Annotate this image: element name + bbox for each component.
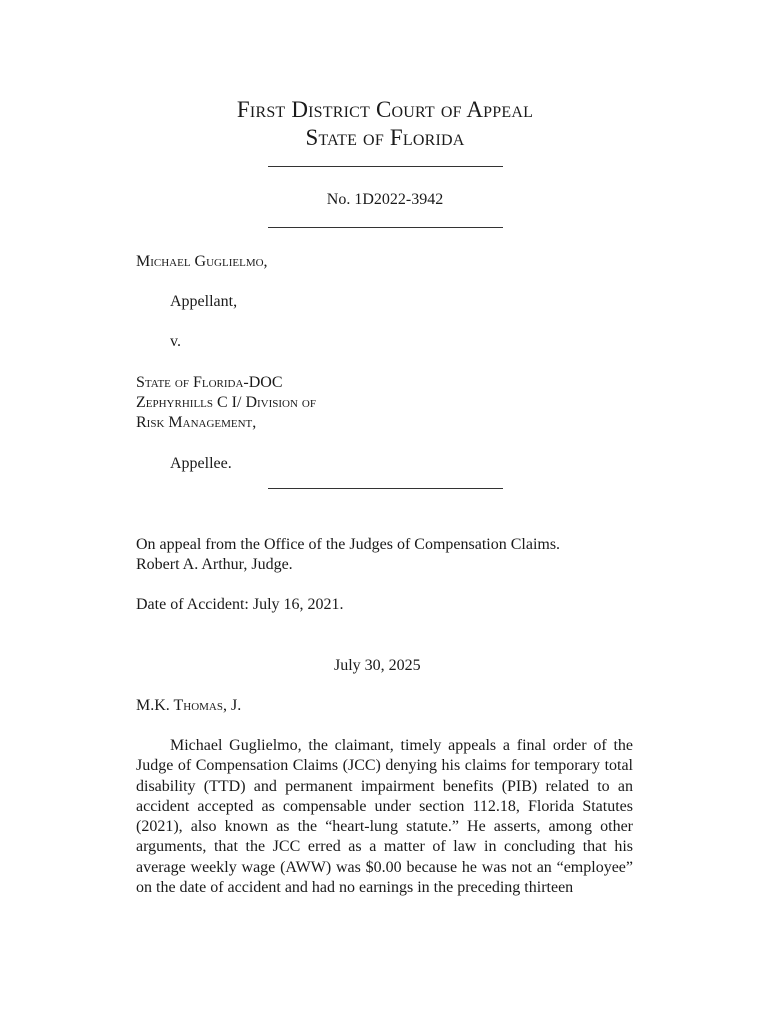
opinion-date: July 30, 2025 xyxy=(334,657,421,674)
opinion-author: M.K. Thomas, J. xyxy=(136,697,242,714)
opinion-paragraph: Michael Guglielmo, the claimant, timely appeals a final order of the Judge of Compensation Claims (JCC) denying his claims for temporary total disability (TTD) and permanent impairment benefits (PIB) related to an accident accepted as compensable under section 112.18, Florida Statutes (2021), also known as the “heart-lung statute.” He asserts, among other arguments, that the JCC erred as a matter of law in concluding that his average weekly wage (AWW) was $0.00 because he was not an “employee” on the date of accident and had no earnings in the preceding thirteen xyxy=(136,737,633,897)
versus-label: v. xyxy=(170,333,181,350)
appellant-role: Appellant, xyxy=(170,293,238,310)
appellee-role: Appellee. xyxy=(170,455,232,472)
appellee-name-line3: Risk Management, xyxy=(136,414,257,431)
divider-middle xyxy=(268,227,503,228)
date-of-accident: Date of Accident: July 16, 2021. xyxy=(136,596,344,613)
court-state: State of Florida xyxy=(305,125,465,150)
appellee-name-line1: State of Florida-DOC xyxy=(136,374,283,391)
divider-top xyxy=(268,166,503,167)
divider-bottom xyxy=(268,488,503,489)
court-name: First District Court of Appeal xyxy=(236,97,534,122)
case-number: No. 1D2022-3942 xyxy=(326,191,444,208)
appellee-name-line2: Zephyrhills C I/ Division of xyxy=(136,394,316,411)
judge-name: Robert A. Arthur, Judge. xyxy=(136,556,293,573)
appeal-origin: On appeal from the Office of the Judges of Compensation Claims. xyxy=(136,536,561,553)
appellant-name: Michael Guglielmo, xyxy=(136,253,268,270)
